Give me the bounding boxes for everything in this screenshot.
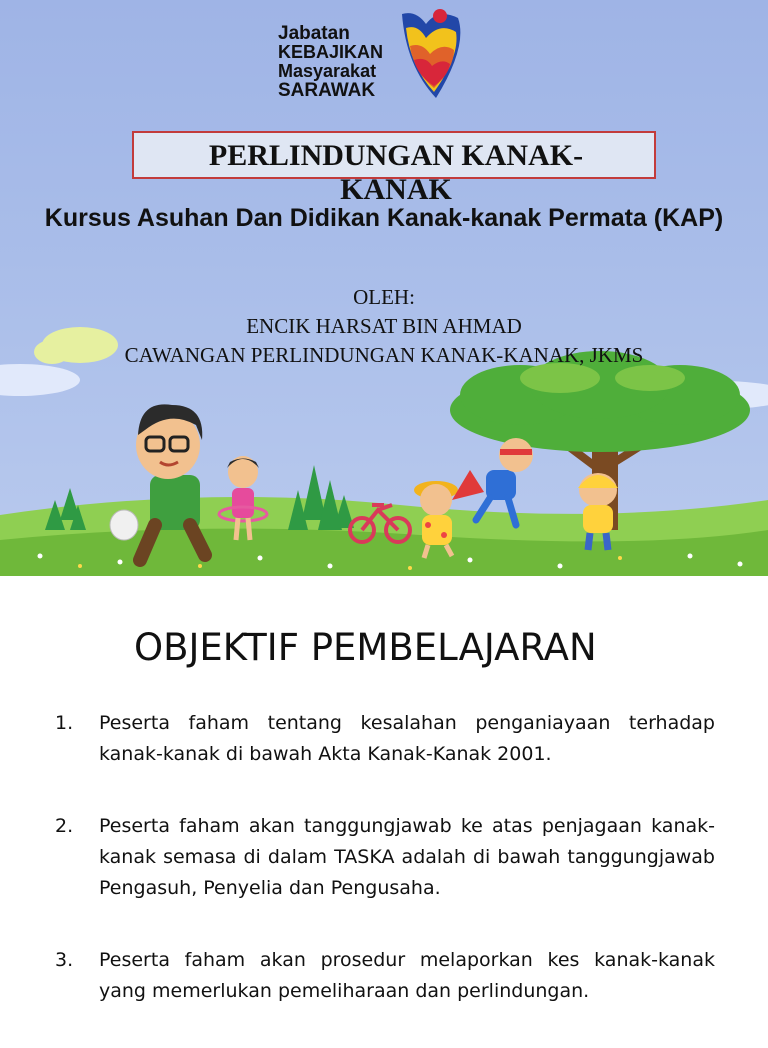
item-number: 2. — [55, 815, 74, 837]
title-box — [132, 131, 656, 206]
item-text: Peserta faham akan tanggungjawab ke atas penjagaan kanak-kanak semasa di dalam TASKA adalah di bawah tanggungjawab Pengasuh, Penyelia dan Pengusaha. — [99, 815, 715, 899]
item-number: 3. — [55, 949, 74, 971]
presenter-name: ENCIK HARSAT BIN AHMAD — [246, 314, 522, 338]
list-item — [55, 945, 715, 1007]
item-text: Peserta faham akan prosedur melaporkan kes kanak-kanak yang memerlukan pemeliharaan dan perlindungan. — [99, 949, 715, 1002]
objectives-list — [55, 708, 715, 1048]
course-subtitle: Kursus Asuhan Dan Didikan Kanak-kanak Permata (KAP) — [44, 204, 724, 232]
jkm-logo-text — [278, 24, 398, 100]
logo-line-4: SARAWAK — [278, 80, 376, 101]
logo-line-1: Jabatan — [278, 23, 350, 44]
presenter-unit: CAWANGAN PERLINDUNGAN KANAK-KANAK, JKMS — [124, 343, 644, 367]
presenter-byline — [20, 283, 748, 370]
slide-title: PERLINDUNGAN KANAK-KANAK — [208, 139, 584, 206]
logo-line-2: KEBAJIKAN — [278, 42, 384, 62]
objectives-slide — [0, 576, 768, 1024]
list-item — [55, 708, 715, 770]
jkm-logo-emblem — [396, 6, 466, 102]
list-item — [55, 811, 715, 904]
item-text: Peserta faham tentang kesalahan penganiayaan terhadap kanak-kanak di bawah Akta Kanak-Kanak 2001. — [99, 712, 715, 765]
byline-label: OLEH: — [353, 285, 415, 309]
logo-line-3: Masyarakat — [278, 61, 377, 81]
objectives-heading: OBJEKTIF PEMBELAJARAN — [134, 626, 597, 669]
item-number: 1. — [55, 712, 74, 734]
